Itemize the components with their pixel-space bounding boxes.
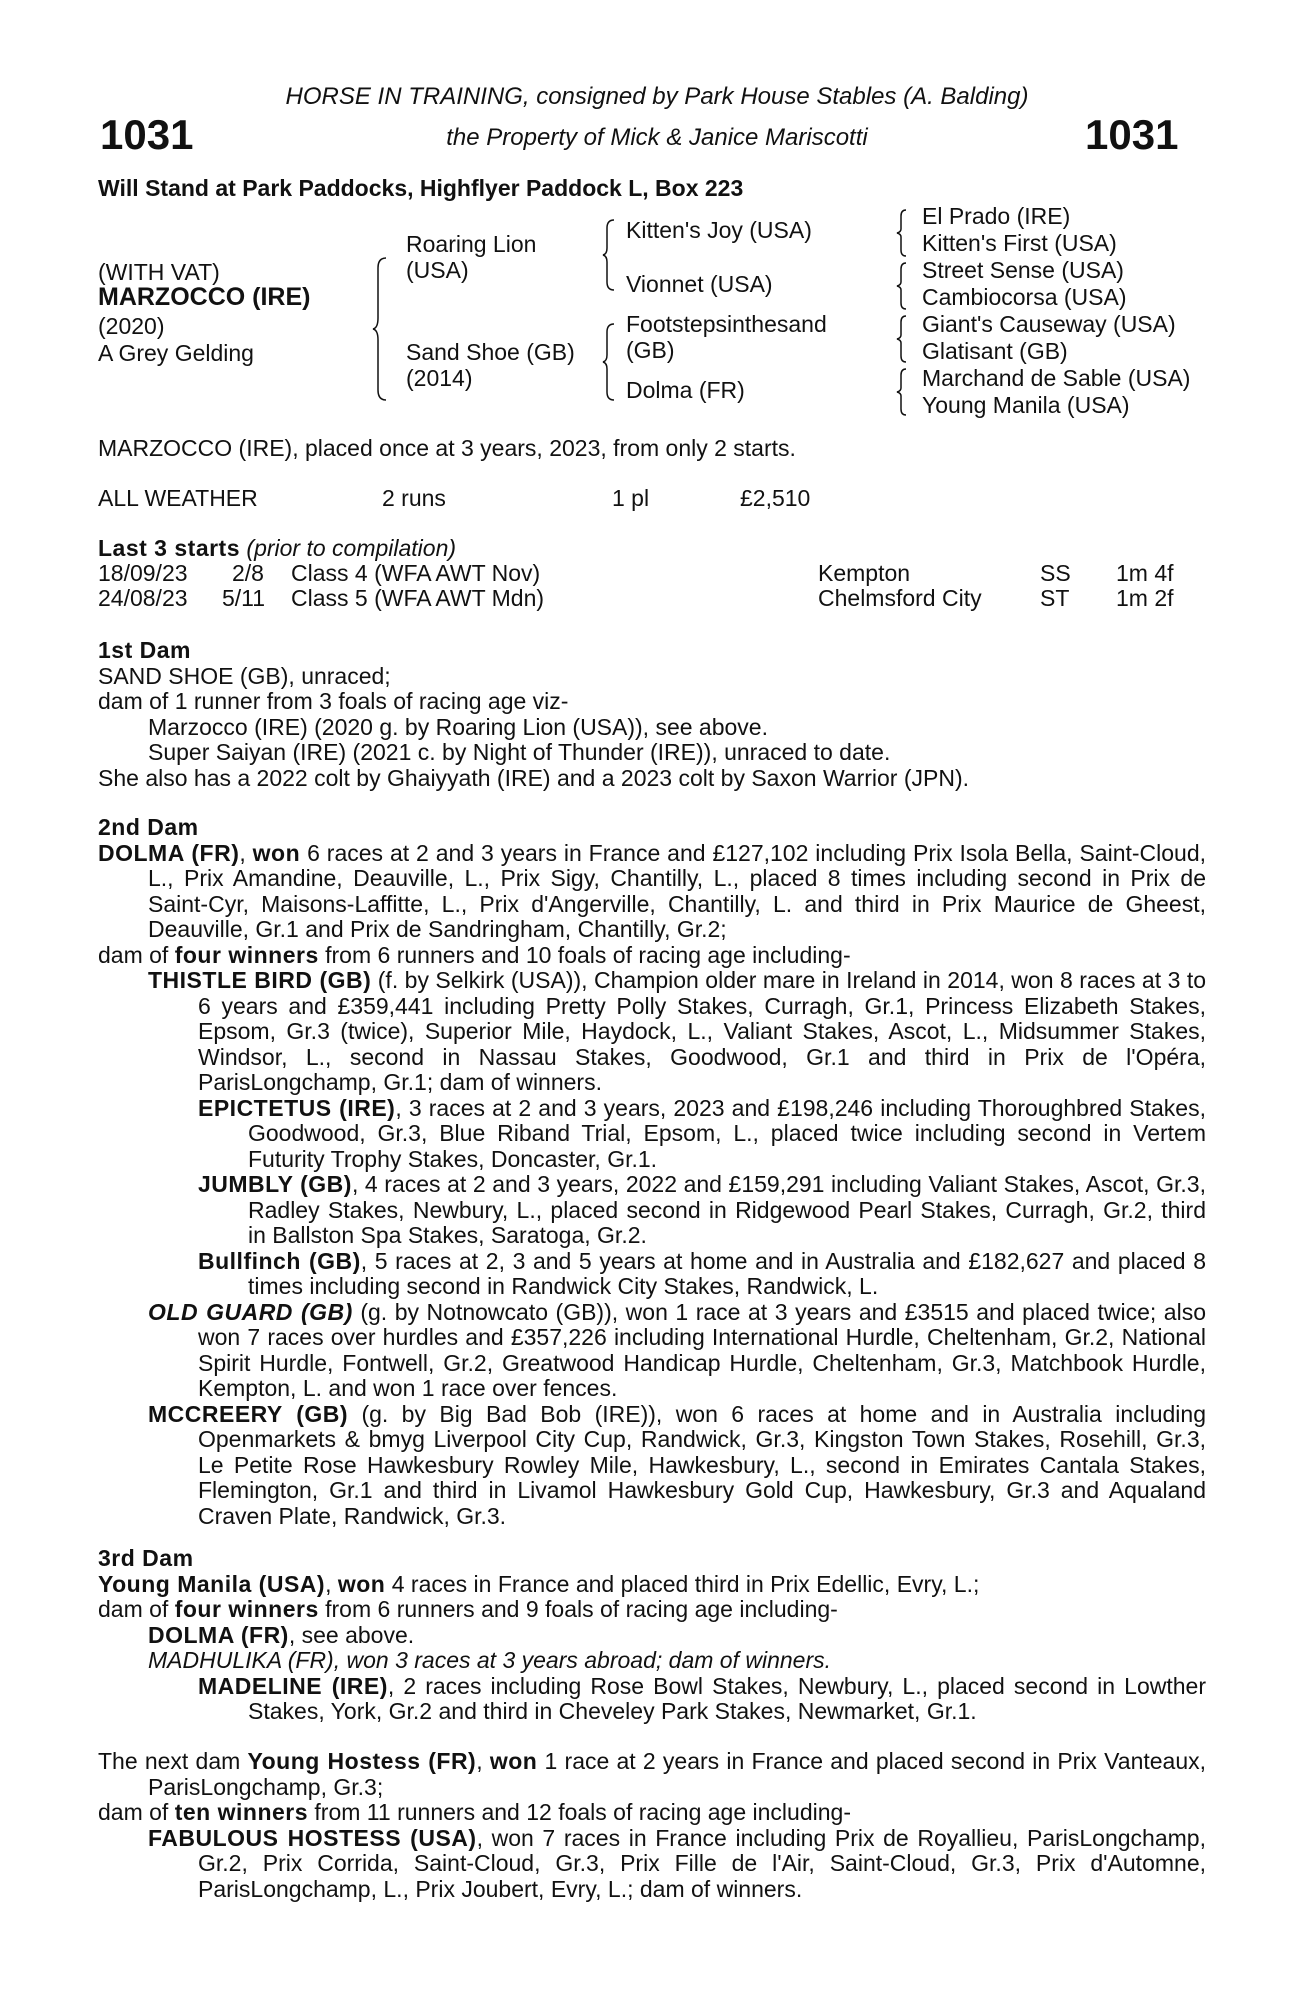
record-surface: ALL WEATHER xyxy=(98,485,258,511)
ds-sire: Giant's Causeway (USA) xyxy=(922,311,1176,337)
record-prize: £2,510 xyxy=(740,485,811,511)
consignor-line: HORSE IN TRAINING, consigned by Park House Stables (A. Balding) xyxy=(285,83,1029,110)
record-runs: 2 runs xyxy=(382,485,446,511)
sd-dam: Cambiocorsa (USA) xyxy=(922,284,1127,310)
produce-fabulous-hostess: FABULOUS HOSTESS (USA), won 7 races in France including Prix de Royallieu, ParisLongchamp, Gr.2, Prix Corrida, Saint-Cloud, Gr.3, Prix Fille de l'Air, Saint-Cloud, Gr.3, Prix d'Automne, ParisLongchamp, L., Prix Joubert, Evry, L.; dam of winners. xyxy=(148,1824,1206,1902)
next-dam-record: The next dam Young Hostess (FR), won 1 race at 2 years in France and placed second in Prix Vanteaux, ParisLongchamp, Gr.3; xyxy=(98,1748,1207,1800)
first-dam-line: SAND SHOE (GB), unraced; xyxy=(98,662,391,689)
produce-epictetus: EPICTETUS (IRE), 3 races at 2 and 3 years, 2023 and £198,246 including Thoroughbred Stakes, Goodwood, Gr.3, Blue Riband Trial, Epsom, L., placed twice including second in Vertem Futurity Trophy Stakes, Doncaster, Gr.1. xyxy=(198,1094,1206,1172)
dam-dam: Dolma (FR) xyxy=(626,377,745,403)
horse-description: A Grey Gelding xyxy=(98,340,254,366)
first-dam-produce: Marzocco (IRE) (2020 g. by Roaring Lion (USA)), see above. xyxy=(148,713,768,740)
start-course: Chelmsford City xyxy=(818,585,982,611)
start-course: Kempton xyxy=(818,560,911,586)
sire-origin: (USA) xyxy=(406,257,469,283)
third-dam-record: Young Manila (USA), won 4 races in France and placed third in Prix Edellic, Evry, L.; xyxy=(98,1570,980,1597)
lot-number-left: 1031 xyxy=(100,111,194,158)
produce-bullfinch: Bullfinch (GB), 5 races at 2, 3 and 5 years at home and in Australia and £182,627 and placed 8 times including second in Randwick City Stakes, Randwick, L. xyxy=(198,1247,1206,1299)
brace-horse xyxy=(372,256,388,402)
brace-ds xyxy=(896,314,908,364)
ds-dam: Glatisant (GB) xyxy=(922,338,1068,364)
dam-name: Sand Shoe (GB) xyxy=(406,339,575,365)
start-date: 24/08/23 xyxy=(98,585,188,611)
second-dam-section xyxy=(98,815,1206,1529)
first-dam-produce: Super Saiyan (IRE) (2021 c. by Night of Thunder (IRE)), unraced to date. xyxy=(148,739,891,765)
horse-year: (2020) xyxy=(98,313,165,339)
next-dam-section xyxy=(98,1749,1206,1902)
brace-sire xyxy=(602,218,616,292)
ss-sire: El Prado (IRE) xyxy=(922,203,1071,229)
produce-madhulika: MADHULIKA (FR), won 3 races at 3 years abroad; dam of winners. xyxy=(148,1647,832,1673)
start-distance: 1m 4f xyxy=(1116,560,1174,586)
produce-jumbly: JUMBLY (GB), 4 races at 2 and 3 years, 2022 and £159,291 including Valiant Stakes, Ascot, Gr.3, Radley Stakes, Newbury, L., placed second in Ridgewood Pearl Stakes, Curragh, Gr.2, third in Ballston Spa Stakes, Saratoga, Gr.2. xyxy=(198,1171,1206,1248)
dam-year: (2014) xyxy=(406,365,473,391)
owner-line: the Property of Mick & Janice Mariscotti xyxy=(446,124,868,151)
second-dam-record: DOLMA (FR), won 6 races at 2 and 3 years in France and £127,102 including Prix Isola Bella, Saint-Cloud, L., Prix Amandine, Deauville, L., Prix Sigy, Chantilly, L., placed 8 times including second in Prix de Saint-Cyr, Maisons-Laffitte, L., Prix d'Angerville, Chantilly, L. and third in Prix Maurice de Gheest, Deauville, Gr.1 and Prix de Sandringham, Chantilly, Gr.2; xyxy=(98,839,1207,942)
vat-label: (WITH VAT) xyxy=(98,259,220,285)
start-going: ST xyxy=(1040,585,1070,611)
dd-sire: Marchand de Sable (USA) xyxy=(922,365,1191,391)
lot-number-right: 1031 xyxy=(1085,111,1179,158)
next-dam-produce-intro: dam of ten winners from 11 runners and 12 foals of racing age including- xyxy=(98,1799,851,1825)
last-starts-heading: Last 3 starts (prior to compilation) xyxy=(98,535,457,561)
brace-dam xyxy=(602,322,616,402)
second-dam-produce-intro: dam of four winners from 6 runners and 10 foals of racing age including- xyxy=(98,941,851,968)
produce-old-guard: OLD GUARD (GB) (g. by Notnowcato (GB)), won 1 race at 3 years and £3515 and placed twice; also won 7 races over hurdles and £357,226 including International Hurdle, Cheltenham, Gr.2, National Spirit Hurdle, Fontwell, Gr.2, Greatwood Handicap Hurdle, Cheltenham, Gr.3, Matchbook Hurdle, Kempton, L. and won 1 race over fences. xyxy=(148,1298,1207,1401)
produce-dolma: DOLMA (FR), see above. xyxy=(148,1621,415,1648)
start-going: SS xyxy=(1040,560,1071,586)
produce-thistle-bird: THISTLE BIRD (GB) (f. by Selkirk (USA)), Champion older mare in Ireland in 2014, won 8 races at 3 to 6 years and £359,441 including Pretty Polly Stakes, Curragh, Gr.1, Princess Elizabeth Stakes, Epsom, Gr.3 (twice), Superior Mile, Haydock, L., Valiant Stakes, Ascot, L., Midsummer Stakes, Windsor, L., second in Nassau Stakes, Goodwood, Gr.1 and third in Prix de l'Opéra, ParisLongchamp, Gr.1; dam of winners. xyxy=(148,967,1207,1095)
start-position: 2/8 xyxy=(232,560,264,586)
stand-location: Will Stand at Park Paddocks, Highflyer Paddock L, Box 223 xyxy=(98,175,744,201)
start-position: 5/11 xyxy=(222,585,266,611)
sire-name: Roaring Lion xyxy=(406,231,537,257)
ss-dam: Kitten's First (USA) xyxy=(922,230,1117,256)
first-dam-line: She also has a 2022 colt by Ghaiyyath (IRE) and a 2023 colt by Saxon Warrior (JPN). xyxy=(98,764,970,791)
produce-mccreery: MCCREERY (GB) (g. by Big Bad Bob (IRE)), won 6 races at home and in Australia including Openmarkets & bmyg Liverpool City Cup, Randwick, Gr.3, Kingston Town Stakes, Rosehill, Gr.3, Le Petite Rose Hawkesbury Rowley Mile, Hawkesbury, L., second in Emirates Cantala Stakes, Flemington, Gr.1 and third in Livamol Hawkesbury Gold Cup, Hawkesbury, Gr.3 and Aqualand Craven Plate, Randwick, Gr.3. xyxy=(148,1400,1206,1529)
start-distance: 1m 2f xyxy=(1116,585,1174,611)
sire-dam: Vionnet (USA) xyxy=(626,271,773,297)
dam-sire-origin: (GB) xyxy=(626,337,675,363)
brace-sd xyxy=(896,261,908,311)
brace-ss xyxy=(896,208,908,258)
first-dam-line: dam of 1 runner from 3 foals of racing age viz- xyxy=(98,688,569,714)
dam-sire: Footstepsinthesand xyxy=(626,311,827,337)
third-dam-produce-intro: dam of four winners from 6 runners and 9 foals of racing age including- xyxy=(98,1596,838,1622)
start-race: Class 4 (WFA AWT Nov) xyxy=(291,560,541,586)
start-date: 18/09/23 xyxy=(98,560,188,586)
third-dam-heading: 3rd Dam xyxy=(98,1545,194,1571)
sire-sire: Kitten's Joy (USA) xyxy=(626,217,812,243)
second-dam-heading: 2nd Dam xyxy=(98,814,199,840)
race-summary: MARZOCCO (IRE), placed once at 3 years, 2023, from only 2 starts. xyxy=(98,435,796,461)
first-dam-heading: 1st Dam xyxy=(98,637,191,663)
horse-name: MARZOCCO (IRE) xyxy=(98,283,311,311)
first-dam-section xyxy=(98,638,1206,791)
record-placed: 1 pl xyxy=(612,485,650,511)
start-race: Class 5 (WFA AWT Mdn) xyxy=(291,585,545,611)
brace-dd xyxy=(896,367,908,417)
third-dam-section xyxy=(98,1546,1206,1725)
produce-madeline: MADELINE (IRE), 2 races including Rose Bowl Stakes, Newbury, L., placed second in Lowther Stakes, York, Gr.2 and third in Cheveley Park Stakes, Newmarket, Gr.1. xyxy=(198,1672,1206,1724)
sd-sire: Street Sense (USA) xyxy=(922,257,1124,283)
dd-dam: Young Manila (USA) xyxy=(922,392,1130,418)
